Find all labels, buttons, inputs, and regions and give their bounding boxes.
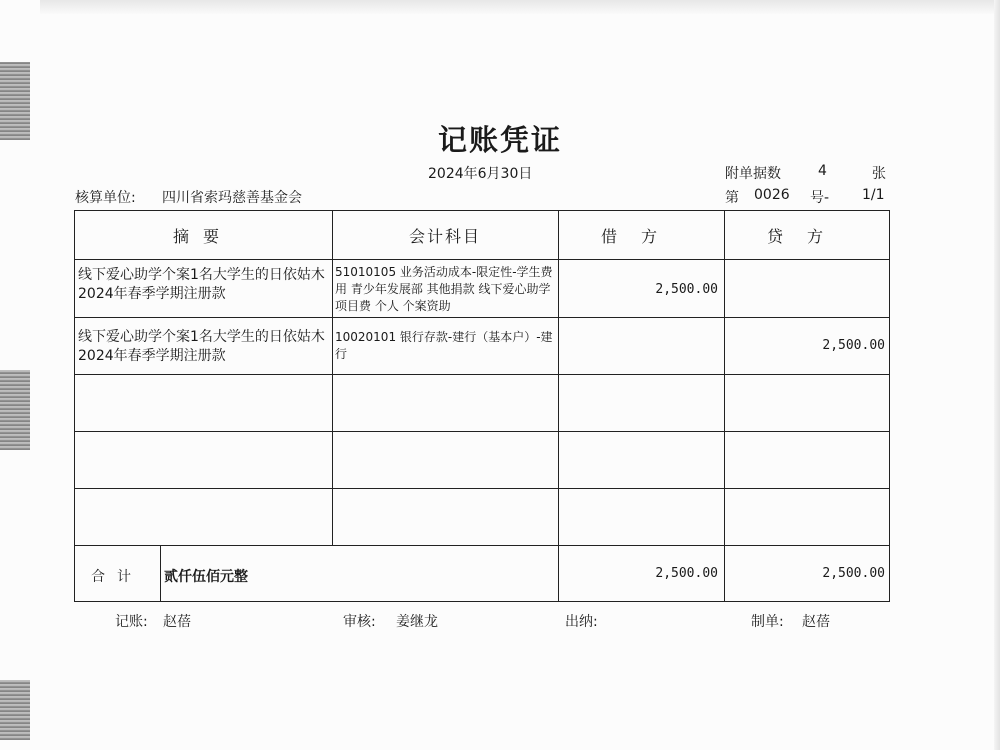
scan-binding-mark (0, 370, 30, 450)
attachments-unit: 张 (872, 166, 886, 182)
attachments-label: 附单据数 (725, 166, 781, 182)
entry-account: 51010105 业务活动成本-限定性-学生费用 青少年发展部 其他捐款 线下爱心助学 项目费 个人 个案资助 (335, 265, 553, 313)
table-divider (332, 210, 333, 545)
scan-shadow-top (40, 0, 1000, 14)
scan-binding-mark (0, 680, 30, 740)
reviewer-name: 姜继龙 (396, 614, 438, 630)
table-divider (74, 259, 890, 260)
table-divider (74, 545, 890, 546)
preparer-label: 制单: (751, 614, 784, 630)
reviewer-label: 审核: (343, 614, 376, 630)
cashier-label: 出纳: (565, 614, 598, 630)
column-header-account: 会计科目 (408, 227, 481, 246)
table-divider (74, 317, 890, 318)
table-divider (74, 374, 890, 375)
voucher-title: 记账凭证 (437, 123, 562, 157)
bookkeeper-label: 记账: (115, 614, 148, 630)
preparer-name: 赵蓓 (802, 614, 830, 630)
attachments-count: 4 (818, 163, 827, 179)
total-amount-in-words: 贰仟伍佰元整 (164, 569, 248, 585)
accounting-unit-name: 四川省索玛慈善基金会 (162, 190, 302, 206)
entry-account: 10020101 银行存款-建行（基本户）-建行 (335, 330, 553, 361)
table-divider (74, 488, 890, 489)
table-divider (558, 210, 559, 602)
total-label: 合计 (91, 569, 143, 585)
entry-credit-amount: 2,500.00 (822, 338, 885, 353)
bookkeeper-name: 赵蓓 (163, 614, 191, 630)
accounting-unit-label: 核算单位: (75, 190, 136, 206)
voucher-number: 0026 (754, 187, 790, 203)
scan-binding-mark (0, 62, 30, 140)
table-divider (160, 545, 161, 602)
column-header-debit: 借方 (600, 227, 681, 246)
table-divider (74, 431, 890, 432)
voucher-number-suffix: 号- (810, 190, 830, 206)
voucher-page-count: 1/1 (862, 187, 885, 203)
table-divider (724, 210, 725, 602)
entry-summary: 线下爱心助学个案1名大学生的日依姑木2024年春季学期注册款 (78, 267, 325, 302)
voucher-number-prefix: 第 (725, 190, 739, 206)
entry-summary: 线下爱心助学个案1名大学生的日依姑木2024年春季学期注册款 (78, 329, 325, 364)
column-header-summary: 摘要 (172, 227, 233, 246)
voucher-date: 2024年6月30日 (428, 166, 533, 182)
entry-debit-amount: 2,500.00 (655, 282, 718, 297)
column-header-credit: 贷方 (766, 227, 847, 246)
scan-shadow-right (994, 0, 1000, 750)
total-credit-amount: 2,500.00 (822, 566, 885, 581)
total-debit-amount: 2,500.00 (655, 566, 718, 581)
